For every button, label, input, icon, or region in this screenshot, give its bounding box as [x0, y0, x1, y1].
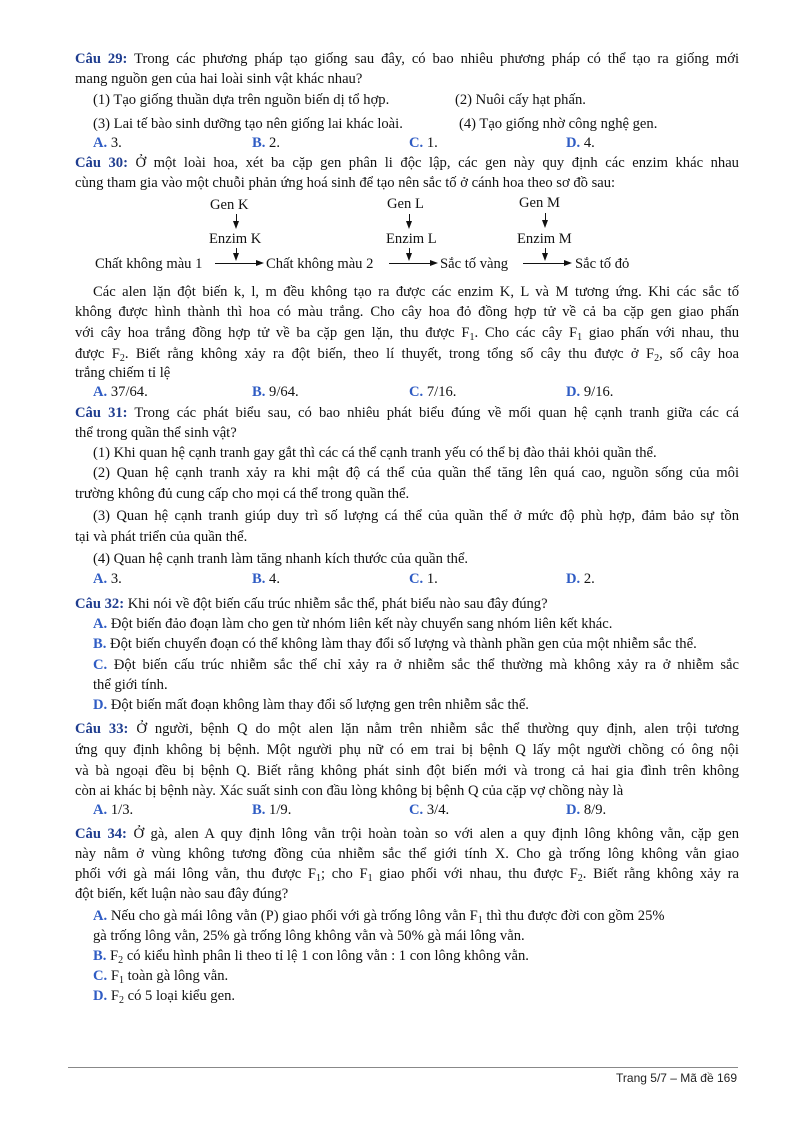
gen-m-label: Gen M [519, 195, 560, 211]
q31-label: Câu 31: [75, 405, 128, 421]
q31-option-d: D. 2. [566, 571, 595, 587]
q31-option-a: A. 3. [93, 571, 122, 587]
reaction-3-line [523, 263, 565, 264]
q30-label: Câu 30: [75, 155, 128, 171]
substance-1: Chất không màu 1 [95, 256, 203, 272]
footer-rule [68, 1067, 738, 1068]
q31-line2: thể trong quần thể sinh vật? [75, 425, 237, 441]
gen-l-label: Gen L [387, 196, 424, 212]
q34-option-a: A. Nếu cho gà mái lông vằn (P) giao phối với gà trống lông vằn $F_1$ thì thu được đời con gồm 25% [93, 908, 665, 926]
q31-statement-3a: (3) Quan hệ cạnh tranh giúp duy trì số lượng cá thể của quần thể ở mức độ phù hợp, đảm bảo sự tồn [93, 508, 739, 524]
q33-option-d: D. 8/9. [566, 802, 607, 818]
gen-m-arrow-head [542, 220, 548, 228]
q30-option-b: B. 9/64. [252, 384, 299, 400]
q33-line1: Câu 33: Ở người, bệnh Q do một alen lặn nằm trên nhiễm sắc thể thường quy định, alen trội tương [75, 721, 740, 737]
q33-line4: còn ai khác bị bệnh này. Xác suất sinh con đầu lòng không bị bệnh Q của cặp vợ chồng này là [75, 783, 624, 799]
q32-option-a: A. Đột biến đảo đoạn làm cho gen từ nhóm liên kết này chuyển sang nhóm liên kết khác. [93, 616, 613, 632]
q32-option-c-cont: thể giới tính. [93, 677, 168, 693]
q29-statement-4: (4) Tạo giống nhờ công nghệ gen. [459, 116, 658, 132]
q34-option-b: B. $F_2$ có kiểu hình phân li theo tỉ lệ 1 con lông vằn : 1 con lông không vằn. [93, 948, 529, 966]
q33-option-a: A. 1/3. [93, 802, 134, 818]
q31-statement-3b: tại và phát triển của quần thể. [75, 529, 248, 545]
q32-option-d: D. Đột biến mất đoạn không làm thay đổi số lượng gen trên nhiễm sắc thể. [93, 697, 529, 713]
q34-option-c: C. $F_1$ toàn gà lông vằn. [93, 968, 229, 986]
q31-statement-2a: (2) Quan hệ cạnh tranh xảy ra khi mật độ cá thể của quần thể tăng lên quá cao, nguồn sống của môi [93, 465, 739, 481]
gen-l-arrow-head [406, 221, 412, 229]
q30-line2: cùng tham gia vào một chuỗi phản ứng hoá sinh để tạo nên sắc tố ở cánh hoa theo sơ đồ sau: [75, 175, 616, 191]
q30-para-4: được $F_2$. Biết rằng không xảy ra đột biến, theo lí thuyết, trong tổng số cây thu được ở $F_2$, số cây hoa [75, 346, 739, 364]
gen-k-label: Gen K [210, 197, 249, 213]
q34-option-a-cont: gà trống lông vằn, 25% gà trống lông không vằn và 50% gà mái lông vằn. [93, 928, 525, 944]
q29-option-c: C. 1. [409, 135, 438, 151]
q31-statement-1: (1) Khi quan hệ cạnh tranh gay gắt thì các cá thể cạnh tranh yếu có thể bị đào thải khỏi quần thể. [93, 445, 657, 461]
q29-statement-2: (2) Nuôi cấy hạt phấn. [455, 92, 586, 108]
q29-statement-3: (3) Lai tế bào sinh dưỡng tạo nên giống lai khác loài. [93, 116, 403, 132]
q32-line1: Câu 32: Khi nói về đột biến cấu trúc nhiễm sắc thể, phát biểu nào sau đây đúng? [75, 596, 548, 612]
q29-line1: Câu 29: Trong các phương pháp tạo giống sau đây, có bao nhiêu phương pháp có thể tạo ra giống mới [75, 51, 739, 67]
q29-label: Câu 29: [75, 51, 128, 67]
q34-option-d: D. $F_2$ có 5 loại kiểu gen. [93, 988, 236, 1006]
q33-option-c: C. 3/4. [409, 802, 450, 818]
q29-statement-1: (1) Tạo giống thuần dựa trên nguồn biến dị tổ hợp. [93, 92, 390, 108]
q29-option-a: A. 3. [93, 135, 122, 151]
reaction-1-line [215, 263, 257, 264]
reaction-2-line [389, 263, 431, 264]
yellow-pigment: Sắc tố vàng [440, 256, 509, 272]
q31-option-c: C. 1. [409, 571, 438, 587]
q30-option-c: C. 7/16. [409, 384, 457, 400]
enzim-k-label: Enzim K [209, 231, 262, 247]
enzim-l-label: Enzim L [386, 231, 437, 247]
q30-para-5: trắng chiếm tỉ lệ [75, 365, 171, 381]
q31-statement-4: (4) Quan hệ cạnh tranh làm tăng nhanh kích thước của quần thể. [93, 551, 469, 567]
q33-line3: và bà ngoại đều bị bệnh Q. Biết rằng không phát sinh đột biến mới và trong cả hai gia đình trên không [75, 763, 739, 779]
q34-line3: phối với gà mái lông vằn, thu được $F_1$; cho $F_1$ giao phối với nhau, thu được $F_2$. Biết rằng không xảy ra [75, 866, 739, 884]
enzim-m-label: Enzim M [517, 231, 572, 247]
enzim-l-arrow-head [406, 253, 412, 261]
enzim-k-arrow-head [233, 253, 239, 261]
q30-para-2: không được hình thành thì hoa có màu trắng. Cho cây hoa đỏ đồng hợp tử về cả ba cặp gen giao phấn [75, 304, 739, 320]
q30-line1: Câu 30: Ở một loài hoa, xét ba cặp gen phân li độc lập, các gen này quy định các enzim khác nhau [75, 155, 739, 171]
substance-2: Chất không màu 2 [266, 256, 374, 272]
q33-line2: ứng quy định không bị bệnh. Một người phụ nữ có em trai bị bệnh Q lấy một người chồng có ông nội [75, 742, 739, 758]
q31-line1: Câu 31: Trong các phát biểu sau, có bao nhiêu phát biểu đúng về mối quan hệ cạnh tranh giữa các cá [75, 405, 739, 421]
q30-para-1: Các alen lặn đột biến k, l, m đều không tạo ra được các enzim K, L và M tương ứng. Khi các sắc tố [93, 284, 739, 300]
q30-option-a: A. 37/64. [93, 384, 148, 400]
q29-line2: mang nguồn gen của hai loài sinh vật khác nhau? [75, 71, 363, 87]
q34-line2: này nằm ở vùng không tương đồng của nhiễm sắc thể giới tính X. Cho gà trống lông không vằn giao [75, 846, 739, 862]
q30-para-3: với cây hoa trắng đồng hợp tử về ba cặp gen lặn, thu được $F_1$. Cho các cây $F_1$ giao phấn với nhau, thu [75, 325, 739, 343]
q31-option-b: B. 4. [252, 571, 280, 587]
red-pigment: Sắc tố đỏ [575, 256, 630, 272]
q30-option-d: D. 9/16. [566, 384, 614, 400]
reaction-3-arrow [564, 260, 572, 266]
q33-option-b: B. 1/9. [252, 802, 292, 818]
q34-line4: đột biến, kết luận nào sau đây đúng? [75, 886, 289, 902]
q31-statement-2b: trường không đủ cung cấp cho mọi cá thể trong quần thể. [75, 486, 410, 502]
reaction-1-arrow [256, 260, 264, 266]
q29-option-d: D. 4. [566, 135, 595, 151]
q32-option-c: C. Đột biến cấu trúc nhiễm sắc thể chỉ xảy ra ở nhiễm sắc thể thường mà không xảy ra ở nhiễm sắc [93, 657, 739, 673]
enzim-m-arrow-head [542, 253, 548, 261]
q34-line1: Câu 34: Ở gà, alen A quy định lông vằn trội hoàn toàn so với alen a quy định lông không vằn, cặp gen [75, 826, 740, 842]
q33-label: Câu 33: [75, 721, 129, 737]
q29-option-b: B. 2. [252, 135, 280, 151]
q32-option-b: B. Đột biến chuyển đoạn có thể không làm thay đổi số lượng và thành phần gen của một nhiễm sắc thể. [93, 636, 697, 652]
q32-label: Câu 32: [75, 596, 125, 612]
page-footer: Trang 5/7 – Mã đề 169 [616, 1071, 737, 1085]
q34-label: Câu 34: [75, 826, 127, 842]
gen-k-arrow-head [233, 221, 239, 229]
reaction-2-arrow [430, 260, 438, 266]
